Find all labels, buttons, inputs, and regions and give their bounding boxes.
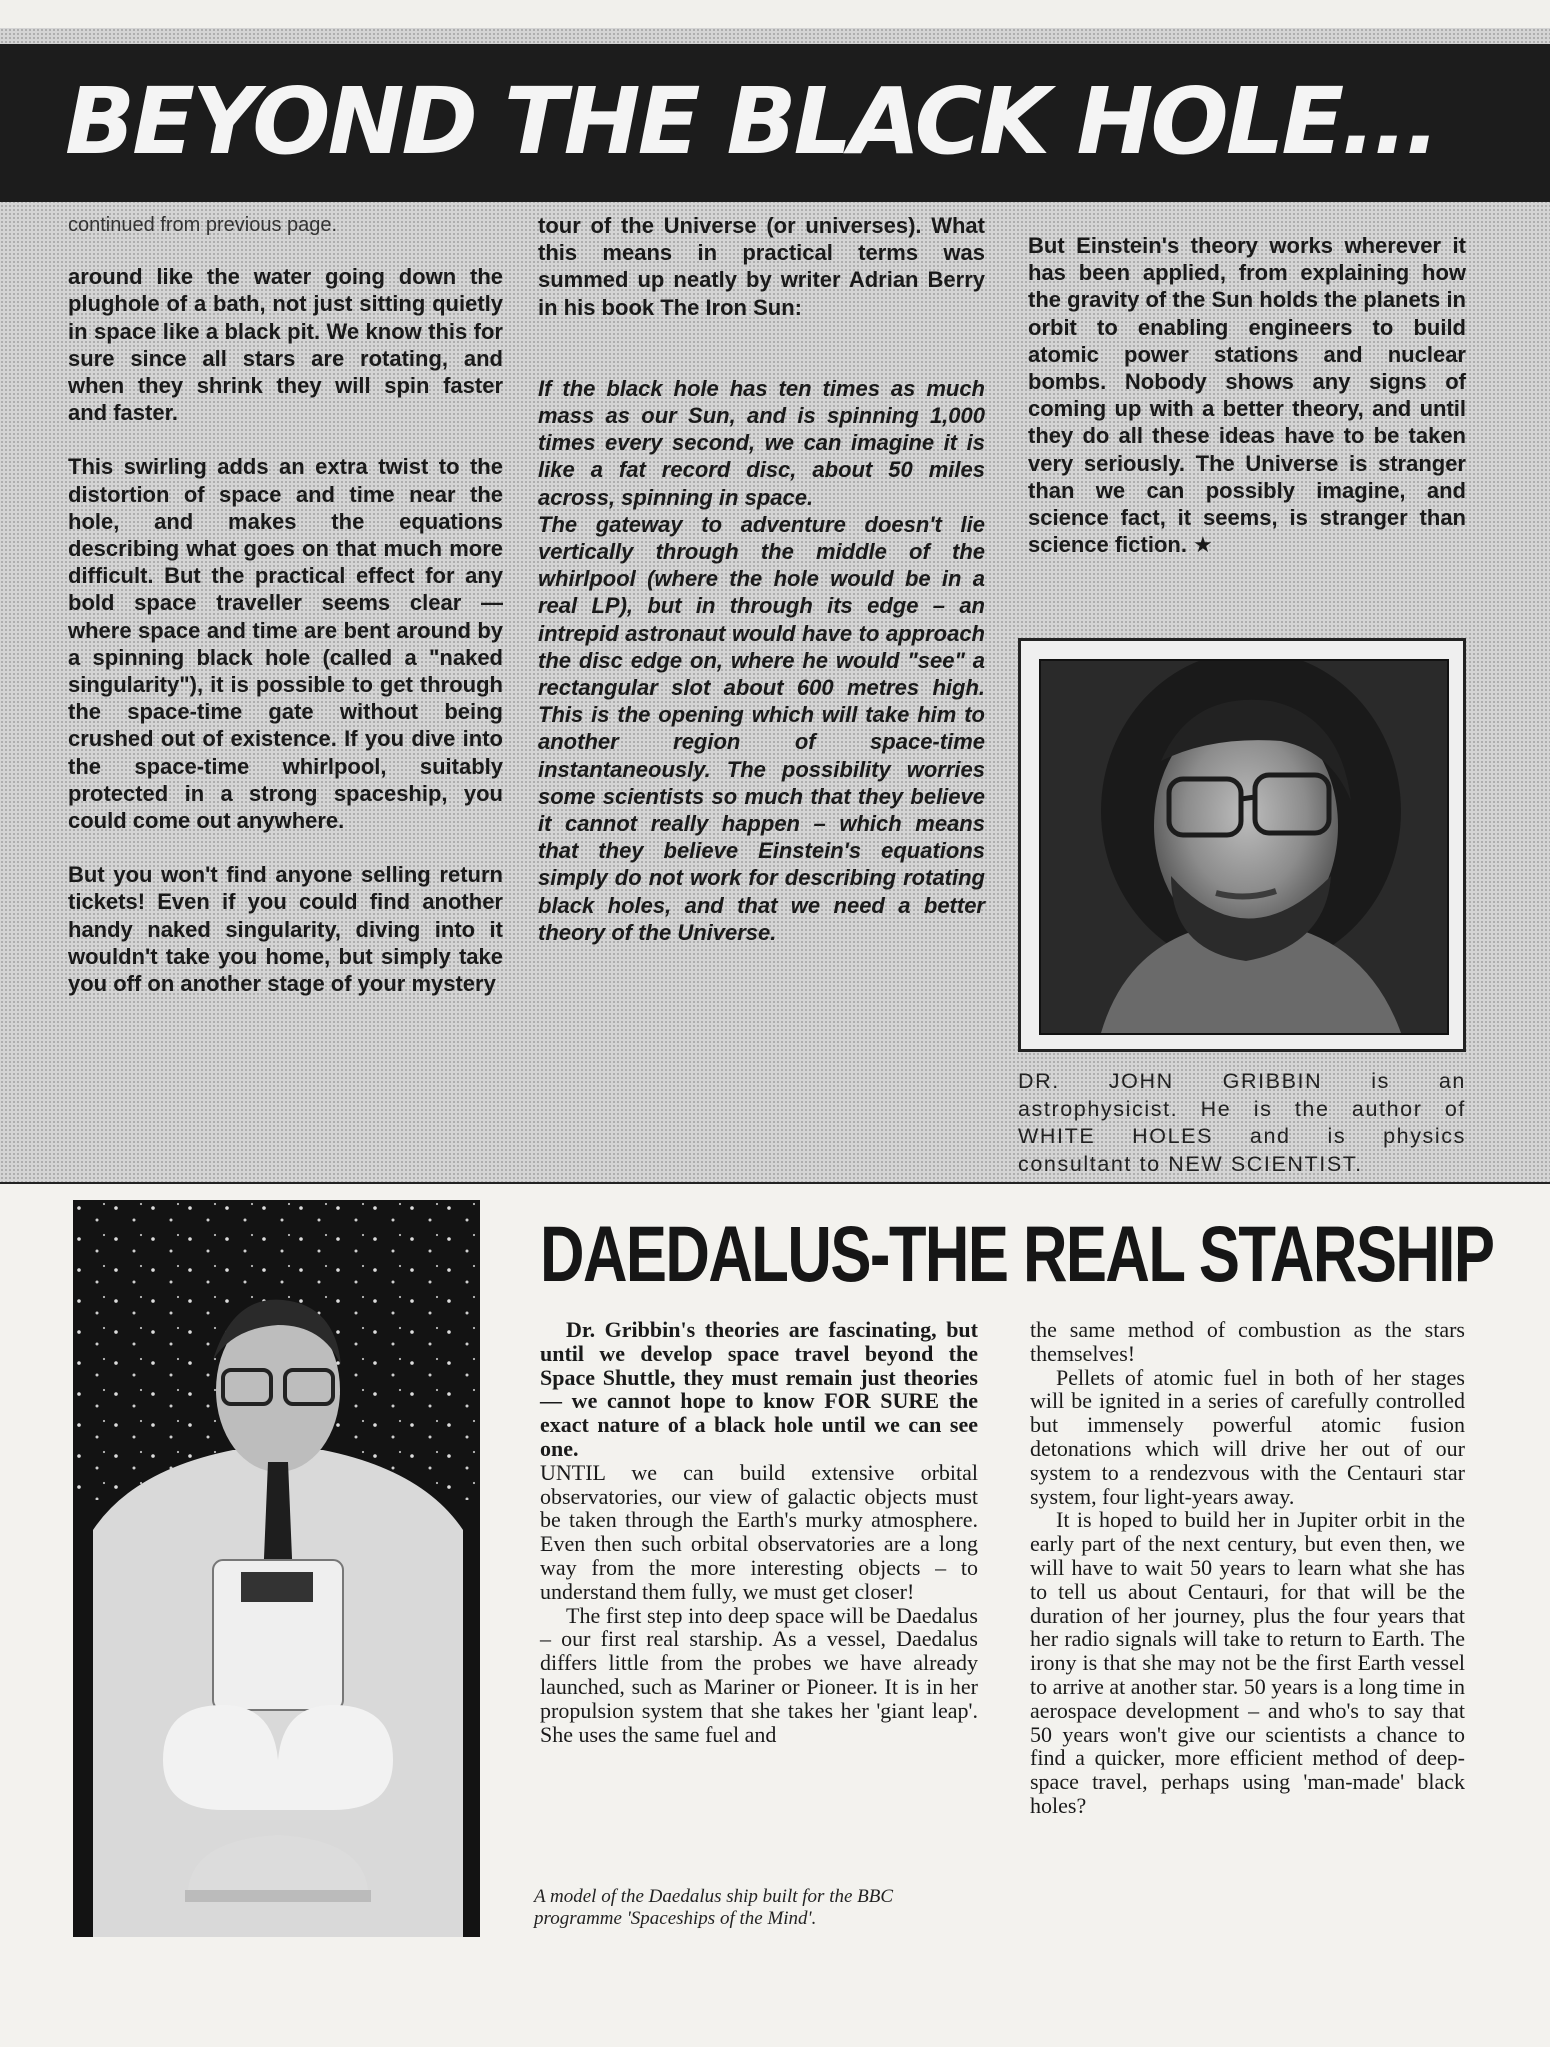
daedalus-column-2 — [1030, 1318, 1465, 1818]
daedalus-photo-caption: A model of the Daedalus ship built for the BBC programme 'Spaceships of the Mind'. — [534, 1886, 894, 1929]
article-column-3 — [1028, 232, 1466, 585]
paragraph: the same method of combustion as the stars themselves! — [1030, 1317, 1465, 1366]
paragraph: UNTIL we can build extensive orbital observatories, our view of galactic objects must be taken through the Earth's murky atmosphere. Even then such orbital observatories are a long way from the more interesting objects – to understand them fully, we must get closer! — [540, 1459, 978, 1604]
quoted-passage: If the black hole has ten times as much mass as our Sun, and is spinning 1,000 times every second, we can imagine it is like a fat record disc, about 50 miles across, spinning in space. — [538, 375, 985, 510]
daedalus-photo-illustration — [73, 1200, 480, 1937]
quoted-passage: The gateway to adventure doesn't lie vertically through the middle of the whirlpool (where the hole would be in a real LP), but in through its edge – an intrepid astronaut would have to approach the disc edge on, where he would "see" a rectangular slot about 600 metres high. This is the opening which will take him to another region of space-time instantaneously. The possibility worries some scientists so much that they believe it cannot really happen – which means that they believe Einstein's equations simply do not work for describing rotating black holes, and that we need a better theory of the Universe. — [538, 511, 985, 945]
daedalus-column-1 — [540, 1318, 978, 1746]
daedalus-article — [0, 1182, 1550, 2047]
paragraph: around like the water going down the plughole of a bath, not just sitting quietly in space like a black pit. We know this for sure since all stars are rotating, and when they shrink they will spin faster and faster. — [68, 264, 503, 426]
article-column-1 — [68, 212, 503, 1024]
continued-note: continued from previous page. — [68, 214, 338, 236]
daedalus-model-photo — [73, 1200, 480, 1937]
intro-paragraph: Dr. Gribbin's theories are fascinating, but until we develop space travel beyond the Space Shuttle, they must remain just theories — we cannot hope to know FOR SURE the exact nature of a black hole until we can see one. — [540, 1317, 978, 1461]
portrait-illustration — [1041, 661, 1447, 1033]
author-portrait-photo — [1039, 659, 1449, 1035]
author-photo-caption: DR. JOHN GRIBBIN is an astrophysicist. He is the author of WHITE HOLES and is physics consultant to NEW SCIENTIST. — [1018, 1069, 1466, 1176]
article-title: BEYOND THE BLACK HOLE... — [65, 68, 1438, 175]
paragraph: It is hoped to build her in Jupiter orbit in the early part of the next century, but even then, we will have to wait 50 years to learn what she has to tell us about Centauri, for that will be the duration of her journey, plus the four years that her radio signals will take to return to Earth. The irony is that she may not be the first Earth vessel to arrive at another star. 50 years is a long time in aerospace development – and who's to say that 50 years won't give our scientists a chance to find a quicker, more efficient method of deep-space travel, perhaps using 'man-made' black holes? — [1030, 1507, 1465, 1818]
paragraph: The first step into deep space will be Daedalus – our first real starship. As a vessel, Daedalus differs little from the probes we have already launched, such as Mariner or Pioneer. It is in her propulsion system that she takes her 'giant leap'. She uses the same fuel and — [540, 1602, 978, 1747]
paragraph: But Einstein's theory works wherever it has been applied, from explaining how the gravity of the Sun holds the planets in orbit to enabling engineers to build atomic power stations and nuclear bombs. Nobody shows any signs of coming up with a better theory, and until they do all these ideas have to be taken very seriously. The Universe is stranger than we can possibly imagine, and science fact, it seems, is stranger than science fiction. ★ — [1028, 233, 1466, 558]
paragraph: But you won't find anyone selling return tickets! Even if you could find another handy naked singularity, diving into it wouldn't take you home, but simply take you off on another stage of your mystery — [68, 862, 503, 997]
title-banner — [0, 44, 1550, 202]
daedalus-title: DAEDALUS-THE REAL STARSHIP — [540, 1209, 1494, 1298]
paragraph: tour of the Universe (or universes). What this means in practical terms was summed up neatly by writer Adrian Berry in his book The Iron Sun: — [538, 213, 985, 320]
paragraph: This swirling adds an extra twist to the distortion of space and time near the hole, and makes the equations describing what goes on that much more difficult. But the practical effect for any bold space traveller seems clear — where space and time are bent around by a spinning black hole (called a "naked singularity"), it is possible to get through the space-time gate without being crushed out of existence. If you dive into the space-time whirlpool, suitably protected in a strong spaceship, you could come out anywhere. — [68, 454, 503, 834]
article-column-2 — [538, 212, 985, 973]
author-photo-frame — [1018, 638, 1466, 1052]
black-hole-article — [0, 28, 1550, 1182]
paragraph: Pellets of atomic fuel in both of her stages will be ignited in a series of carefully controlled but immensely powerful atomic fusion detonations which will drive her out of our system to a rendezvous with the Centauri star system, four light-years away. — [1030, 1364, 1465, 1509]
